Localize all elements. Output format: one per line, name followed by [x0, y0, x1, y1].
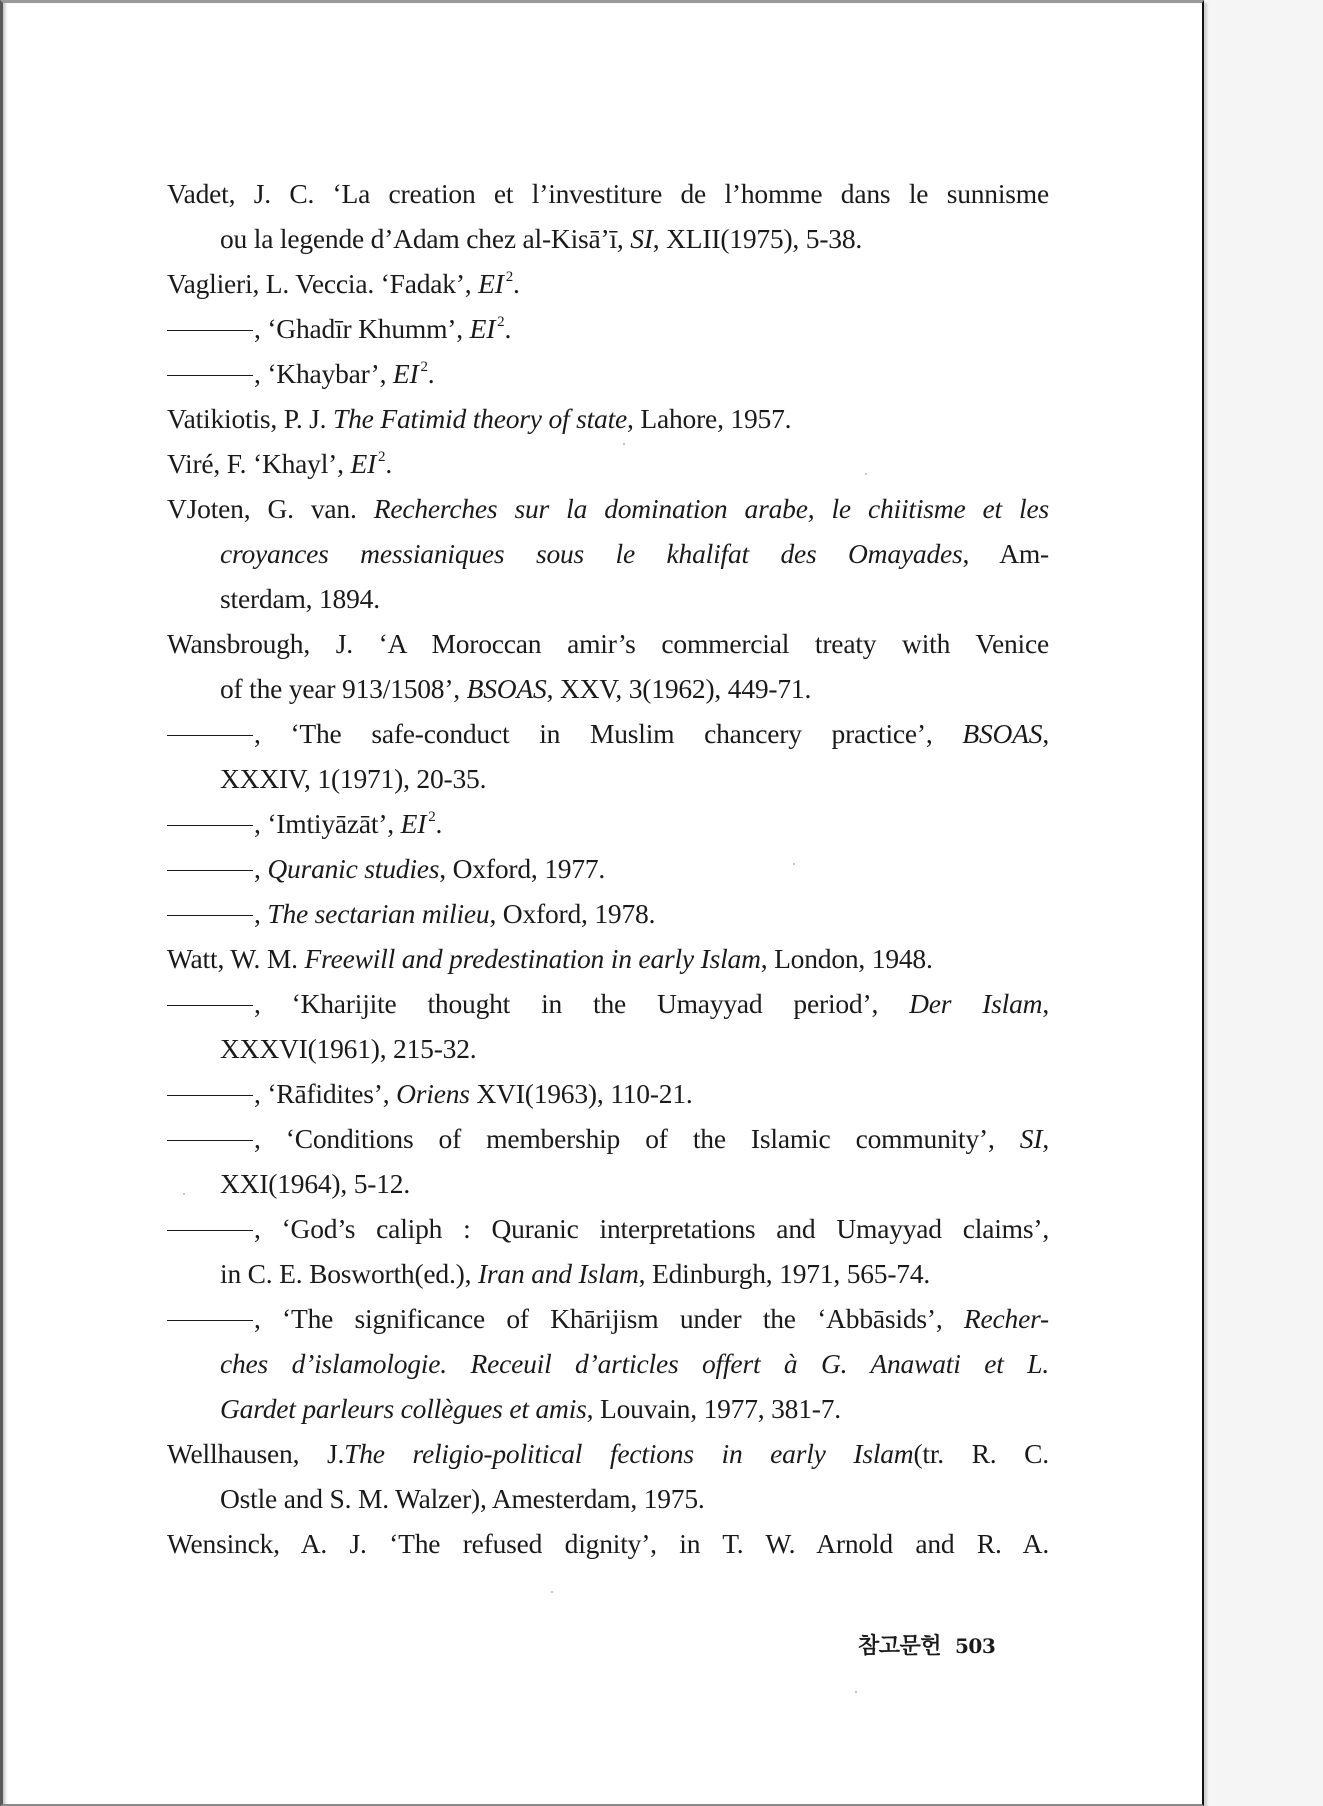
- citation-text: in C. E. Bosworth(ed.),: [220, 1258, 478, 1289]
- edition-superscript: 2: [428, 808, 436, 825]
- italic-title: Der Islam: [909, 988, 1043, 1019]
- citation-text: , Oxford, 1977.: [439, 853, 606, 884]
- citation-text: Wensinck, A. J. ‘The refused dignity’, in T. W. Arnold and R. A.: [167, 1528, 1049, 1559]
- citation-text: of the year 913/1508’,: [220, 673, 467, 704]
- citation-text: , Edinburgh, 1971, 565-74.: [638, 1258, 931, 1289]
- italic-title: Recher-: [963, 1303, 1049, 1334]
- bibliography-entry-line: [167, 396, 1049, 441]
- ditto-dash: [167, 1005, 253, 1006]
- citation-text: , ‘Rāfidites’,: [254, 1078, 397, 1109]
- citation-text: , Louvain, 1977, 381-7.: [586, 1393, 841, 1424]
- scan-speck: [855, 1691, 857, 1693]
- entry-continuation-line: [167, 1341, 1049, 1386]
- citation-text: , Oxford, 1978.: [489, 898, 656, 929]
- citation-text: XXXIV, 1(1971), 20-35.: [220, 763, 487, 794]
- italic-title: EI: [400, 808, 427, 839]
- ditto-dash: [167, 375, 253, 376]
- page-footer: [858, 1629, 995, 1660]
- italic-title: SI: [1019, 1123, 1043, 1154]
- italic-title: The religio-political fections in early Islam: [344, 1438, 914, 1469]
- italic-title: EI: [469, 313, 496, 344]
- citation-text: , ‘The safe-conduct in Muslim chancery practice’,: [254, 718, 963, 749]
- ditto-dash: [167, 1320, 253, 1321]
- citation-text: , ‘Conditions of membership of the Islamic community’,: [254, 1123, 1020, 1154]
- italic-title: Quranic studies: [267, 853, 440, 884]
- italic-title: Recherches sur la domination arabe, le chiitisme et les: [373, 493, 1049, 524]
- ditto-dash: [167, 1095, 253, 1096]
- entry-continuation-line: [167, 1386, 1049, 1431]
- italic-title: ches d’islamologie. Receuil d’articles offert à G. Anawati et L.: [220, 1348, 1049, 1379]
- bibliography-entry-line: [167, 891, 1049, 936]
- citation-text: ,: [1042, 1123, 1049, 1154]
- citation-text: , ‘Kharijite thought in the Umayyad period’,: [254, 988, 910, 1019]
- citation-text: ,: [1042, 718, 1049, 749]
- citation-text: , ‘Khaybar’,: [254, 358, 393, 389]
- citation-text: Wansbrough, J. ‘A Moroccan amir’s commercial treaty with Venice: [167, 628, 1049, 659]
- entry-continuation-line: [167, 576, 1049, 621]
- bibliography-entry-line: [167, 711, 1049, 756]
- citation-text: , Am-: [962, 538, 1049, 569]
- ditto-dash: [167, 1230, 253, 1231]
- running-head: 참고문헌: [858, 1634, 942, 1659]
- edition-superscript: 2: [420, 358, 428, 375]
- bibliography-entry-line: [167, 1431, 1049, 1476]
- citation-text: .: [385, 448, 393, 479]
- italic-title: SI: [630, 223, 653, 254]
- scan-speck: [793, 863, 795, 865]
- italic-title: EI: [478, 268, 504, 299]
- citation-text: ,: [1042, 988, 1049, 1019]
- italic-title: The Fatimid theory of state: [333, 403, 628, 434]
- ditto-dash: [167, 825, 253, 826]
- citation-text: , XLII(1975), 5-38.: [652, 223, 863, 254]
- bibliography-entry-line: [167, 261, 1049, 306]
- citation-text: ou la legende d’Adam chez al-Kisā’ī,: [220, 223, 631, 254]
- bibliography-entry-line: [167, 621, 1049, 666]
- italic-title: Freewill and predestination in early Islam: [304, 943, 761, 974]
- edition-superscript: 2: [497, 313, 505, 330]
- citation-text: Ostle and S. M. Walzer), Amesterdam, 1975.: [220, 1483, 705, 1514]
- scan-speck: [865, 473, 867, 475]
- entry-continuation-line: [167, 1251, 1049, 1296]
- entry-continuation-line: [167, 531, 1049, 576]
- entry-continuation-line: [167, 1026, 1049, 1071]
- citation-text: Viré, F. ‘Khayl’,: [167, 448, 351, 479]
- bibliography-entry-line: [167, 1206, 1049, 1251]
- italic-title: Iran and Islam: [477, 1258, 639, 1289]
- italic-title: Oriens: [396, 1078, 470, 1109]
- bibliography-entry-line: [167, 801, 1049, 846]
- citation-text: Vadet, J. C. ‘La creation et l’investiture de l’homme dans le sunnisme: [167, 178, 1049, 209]
- citation-text: , XXV, 3(1962), 449-71.: [546, 673, 812, 704]
- citation-text: sterdam, 1894.: [220, 583, 380, 614]
- ditto-dash: [167, 330, 253, 331]
- citation-text: XVI(1963), 110-21.: [469, 1078, 693, 1109]
- scan-speck: [183, 1193, 185, 1195]
- bibliography-entry-line: [167, 981, 1049, 1026]
- citation-text: ,: [254, 898, 268, 929]
- citation-text: .: [513, 268, 520, 299]
- citation-text: Vaglieri, L. Veccia. ‘Fadak’,: [167, 268, 479, 299]
- edition-superscript: 2: [378, 448, 386, 465]
- citation-text: Watt, W. M.: [167, 943, 305, 974]
- bibliography-entry-line: [167, 171, 1049, 216]
- citation-text: Wellhausen, J.: [167, 1438, 345, 1469]
- scan-speck: [551, 1591, 553, 1593]
- edition-superscript: 2: [505, 268, 514, 285]
- bibliography-entry-line: [167, 1116, 1049, 1161]
- italic-title: EI: [350, 448, 377, 479]
- citation-text: , ‘God’s caliph : Quranic interpretations and Umayyad claims’,: [254, 1213, 1049, 1244]
- ditto-dash: [167, 870, 253, 871]
- scan-speck: [623, 443, 625, 445]
- citation-text: VJoten, G. van.: [167, 493, 374, 524]
- citation-text: XXI(1964), 5-12.: [220, 1168, 411, 1199]
- italic-title: BSOAS: [466, 673, 547, 704]
- citation-text: , ‘Imtiyāzāt’,: [254, 808, 401, 839]
- bibliography-entry-line: [167, 936, 1049, 981]
- bibliography-entry-line: [167, 441, 1049, 486]
- citation-text: .: [427, 358, 435, 389]
- citation-text: , ‘Ghadīr Khumm’,: [254, 313, 470, 344]
- citation-text: , London, 1948.: [760, 943, 933, 974]
- entry-continuation-line: [167, 1476, 1049, 1521]
- page-number: 503: [955, 1634, 996, 1658]
- bibliography-entry-line: [167, 1071, 1049, 1116]
- bibliography-entry-line: [167, 1521, 1049, 1566]
- ditto-dash: [167, 735, 253, 736]
- entry-continuation-line: [167, 216, 1049, 261]
- bibliography-entry-line: [167, 351, 1049, 396]
- entry-continuation-line: [167, 1161, 1049, 1206]
- citation-text: .: [435, 808, 443, 839]
- citation-text: , Lahore, 1957.: [627, 403, 792, 434]
- citation-text: ,: [254, 853, 268, 884]
- bibliography-entry-line: [167, 306, 1049, 351]
- bibliography-entry-line: [167, 1296, 1049, 1341]
- italic-title: EI: [392, 358, 419, 389]
- italic-title: BSOAS: [962, 718, 1043, 749]
- bibliography-entry-line: [167, 846, 1049, 891]
- italic-title: Gardet parleurs collègues et amis: [220, 1393, 587, 1424]
- ditto-dash: [167, 915, 253, 916]
- citation-text: XXXVI(1961), 215-32.: [220, 1033, 477, 1064]
- citation-text: (tr. R. C.: [913, 1438, 1049, 1469]
- italic-title: The sectarian milieu: [267, 898, 490, 929]
- entry-continuation-line: [167, 756, 1049, 801]
- italic-title: croyances messianiques sous le khalifat des Omayades: [220, 538, 963, 569]
- citation-text: , ‘The significance of Khārijism under the ‘Abbāsids’,: [254, 1303, 964, 1334]
- ditto-dash: [167, 1140, 253, 1141]
- bibliography-text: [167, 171, 1049, 1566]
- entry-continuation-line: [167, 666, 1049, 711]
- citation-text: .: [504, 313, 512, 344]
- bibliography-entry-line: [167, 486, 1049, 531]
- citation-text: Vatikiotis, P. J.: [167, 403, 334, 434]
